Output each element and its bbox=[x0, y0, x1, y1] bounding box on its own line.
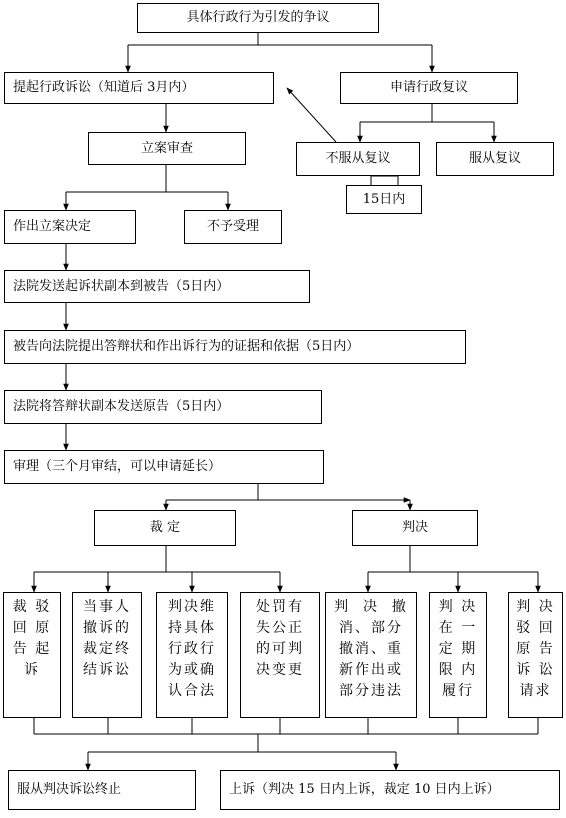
outcome-line: 行政行 bbox=[168, 641, 216, 657]
outcome-line: 诉 bbox=[24, 662, 40, 678]
outcome-line: 原 告 bbox=[516, 641, 555, 657]
outcome-reject-claim bbox=[508, 592, 563, 718]
filing-review-node: 立案审查 bbox=[88, 132, 246, 165]
outcome-line: 的可判 bbox=[256, 641, 304, 657]
outcome-modify-penalty bbox=[240, 592, 320, 718]
outcome-line: 决变更 bbox=[256, 662, 304, 678]
outcome-line: 限 内 bbox=[438, 662, 478, 678]
outcome-line: 履行 bbox=[442, 683, 474, 699]
outcome-uphold bbox=[156, 592, 228, 718]
outcome-line: 当事人 bbox=[83, 599, 131, 615]
outcome-revoke bbox=[325, 592, 417, 718]
outcome-line: 告 起 bbox=[12, 641, 52, 657]
outcome-line: 判 决 撤 bbox=[334, 599, 408, 615]
outcome-line: 判决维 bbox=[168, 599, 216, 615]
outcome-line: 失公正 bbox=[256, 620, 304, 636]
outcome-line: 持具体 bbox=[168, 620, 216, 636]
reject-reconsider-node: 不服从复议 bbox=[296, 142, 420, 176]
court-send-node: 法院发送起诉状副本到被告（5日内） bbox=[4, 270, 310, 303]
outcome-line: 裁定终 bbox=[83, 641, 131, 657]
outcome-perform bbox=[429, 592, 487, 718]
fifteen-days-node: 15日内 bbox=[346, 185, 422, 214]
outcome-line: 处罚有 bbox=[256, 599, 304, 615]
root-node: 具体行政行为引发的争议 bbox=[137, 3, 379, 33]
reconsider-node: 申请行政复议 bbox=[340, 72, 518, 104]
accept-final-node: 服从判决诉讼终止 bbox=[8, 770, 196, 810]
outcome-line: 撤消、重 bbox=[339, 641, 403, 657]
accept-reconsider-node: 服从复议 bbox=[436, 142, 554, 176]
outcome-line: 判 决 bbox=[438, 599, 478, 615]
appeal-node: 上诉（判决 15 日内上诉，裁定 10 日内上诉） bbox=[220, 770, 560, 810]
not-accepted-node: 不予受理 bbox=[184, 210, 282, 244]
outcome-line: 定 期 bbox=[438, 641, 478, 657]
outcome-line: 裁 驳 bbox=[12, 599, 52, 615]
outcome-line: 判 决 bbox=[516, 599, 555, 615]
outcome-line: 部分违法 bbox=[339, 683, 403, 699]
court-forward-node: 法院将答辩状副本发送原告（5日内） bbox=[4, 390, 322, 424]
outcome-line: 撤诉的 bbox=[83, 620, 131, 636]
outcome-withdraw bbox=[72, 592, 142, 718]
outcome-line: 在 一 bbox=[438, 620, 478, 636]
outcome-line: 诉 讼 bbox=[516, 662, 555, 678]
sue-node: 提起行政诉讼（知道后 3月内） bbox=[4, 72, 274, 104]
outcome-line: 回 原 bbox=[12, 620, 52, 636]
outcome-line: 消、部分 bbox=[339, 620, 403, 636]
outcome-line: 结诉讼 bbox=[83, 662, 131, 678]
outcome-reject-filing bbox=[3, 592, 61, 718]
outcome-line: 驳 回 bbox=[516, 620, 555, 636]
outcome-line: 为或确 bbox=[168, 662, 216, 678]
outcome-line: 请求 bbox=[519, 683, 552, 699]
defendant-submit-node: 被告向法院提出答辩状和作出诉行为的证据和依据（5日内） bbox=[4, 330, 466, 364]
trial-node: 审理（三个月审结，可以申请延长） bbox=[4, 450, 324, 484]
outcome-line: 新作出或 bbox=[339, 662, 403, 678]
file-decision-node: 作出立案决定 bbox=[4, 210, 136, 244]
outcome-line: 认合法 bbox=[168, 683, 216, 699]
judgment-node: 判决 bbox=[352, 510, 478, 546]
ruling-node: 裁 定 bbox=[94, 510, 236, 546]
